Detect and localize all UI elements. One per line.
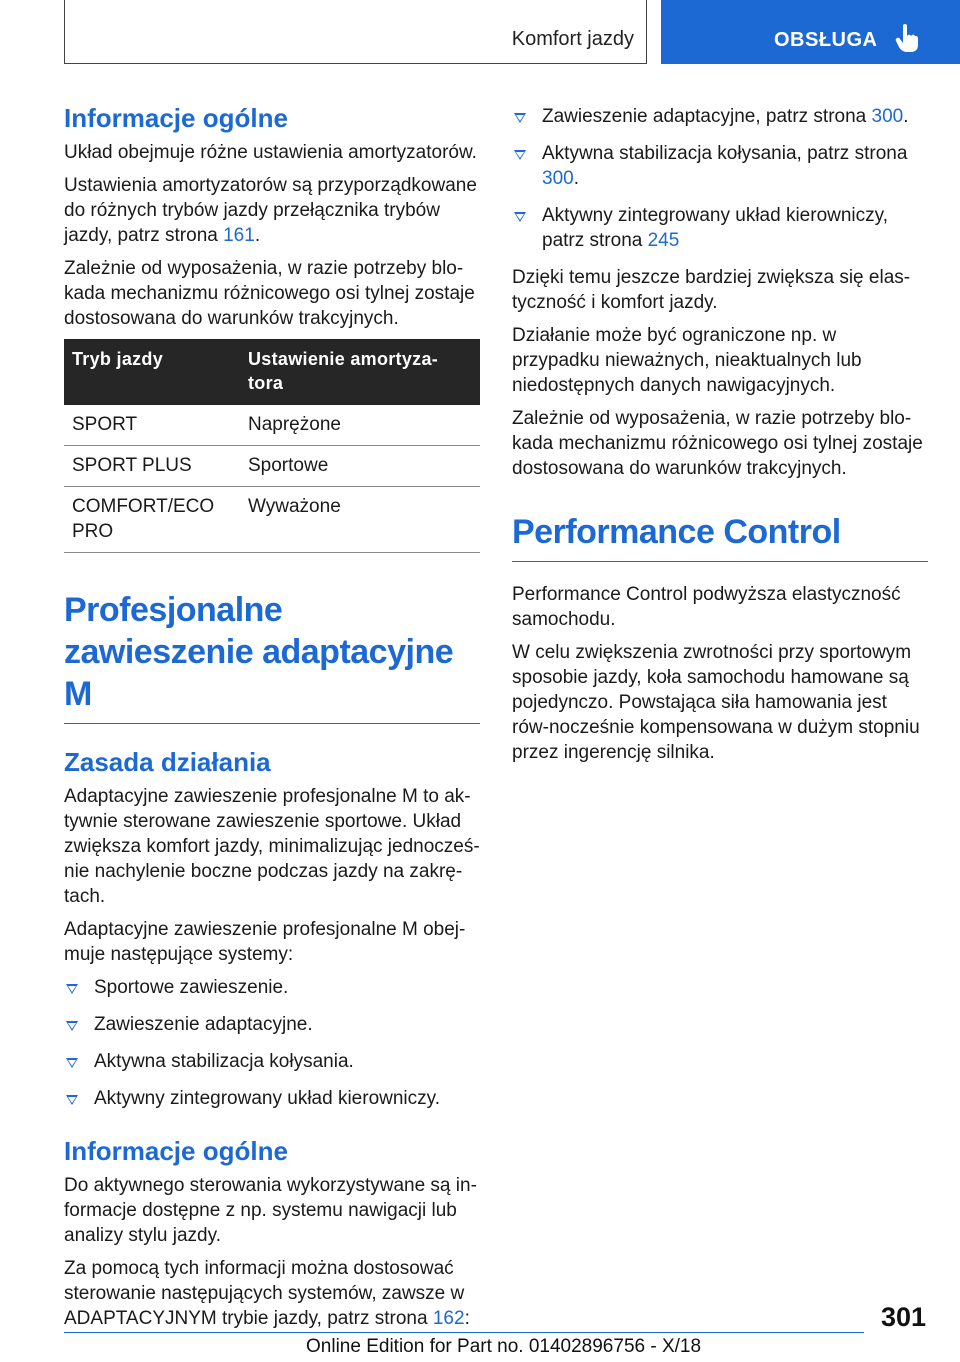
chapter-tab[interactable] <box>661 0 960 64</box>
table-cell-setting: Sportowe <box>240 446 480 487</box>
list-item: Aktywna stabilizacja kołysania. <box>64 1049 480 1074</box>
list-item: Zawieszenie adaptacyjne, patrz strona 300. <box>512 104 928 129</box>
right-column <box>512 100 928 773</box>
table-cell-mode: SPORT PLUS <box>64 446 240 487</box>
list-item: Aktywny zintegrowany układ kierowniczy. <box>64 1086 480 1111</box>
page-link[interactable]: 162 <box>432 1308 465 1329</box>
performance-control-heading: Performance Control <box>512 511 928 562</box>
section-header-box <box>64 0 647 64</box>
paragraph-with-link: Ustawienia amortyzatorów są przyporządkowane do różnych trybów jazdy przełącznika trybów jazdy, patrz strona 161. <box>64 175 477 246</box>
pointing-hand-icon <box>895 23 919 53</box>
list-item: Aktywna stabilizacja kołysania, patrz strona 300. <box>512 141 928 191</box>
triangle-bullet-icon <box>66 1021 78 1031</box>
table-row <box>64 446 480 487</box>
footer-divider <box>64 1332 864 1333</box>
page-number: 301 <box>881 1302 927 1332</box>
page-link[interactable]: 300 <box>542 168 574 189</box>
paragraph: Zależnie od wyposażenia, w razie potrzeby blo-kada mechanizmu różnicowego osi tylnej zostaje dostosowana do warunków trakcyjnych. <box>64 258 475 329</box>
triangle-bullet-icon <box>66 1095 78 1105</box>
paragraph: W celu zwiększenia zwrotności przy sportowym sposobie jazdy, koła samochodu hamowane są pojedynczo. Powstająca siła hamowania jest rów-nocześnie kompensowana w dużym stopniu przez ingerencję silnika. <box>512 642 920 763</box>
list-item: Zawieszenie adaptacyjne. <box>64 1012 480 1037</box>
section-heading: Profesjonalne zawieszenie adaptacyjne M <box>64 589 480 724</box>
list-item: Aktywny zintegrowany układ kierowniczy, patrz strona 245 <box>512 203 928 253</box>
triangle-bullet-icon <box>514 113 526 123</box>
paragraph: Do aktywnego sterowania wykorzystywane są in-formacje dostępne z np. systemu nawigacji lub analizy stylu jazdy. <box>64 1175 477 1246</box>
section-title: Komfort jazdy <box>511 28 634 50</box>
general-info-heading-2: Informacje ogólne <box>64 1136 288 1166</box>
general-info-heading: Informacje ogólne <box>64 103 288 133</box>
triangle-bullet-icon <box>66 1058 78 1068</box>
paragraph-with-link: Za pomocą tych informacji można dostosować sterowanie następujących systemów, zawsze w ADAPTACYJNYM trybie jazdy, patrz strona 162: <box>64 1258 470 1329</box>
table-row <box>64 487 480 553</box>
list-item: Sportowe zawieszenie. <box>64 975 480 1000</box>
triangle-bullet-icon <box>514 212 526 222</box>
linked-systems-list <box>512 104 928 253</box>
page-link[interactable]: 161 <box>223 225 255 246</box>
table-cell-mode: SPORT <box>64 405 240 446</box>
triangle-bullet-icon <box>66 984 78 994</box>
table-cell-setting: Wyważone <box>240 487 480 553</box>
page-link[interactable]: 300 <box>871 106 904 127</box>
page-link[interactable]: 245 <box>647 230 680 251</box>
paragraph: Adaptacyjne zawieszenie profesjonalne M to ak-tywnie sterowane zawieszenie sportowe. Układ zwiększa komfort jazdy, minimalizując jednocześ-nie nachylenie boczne podczas jazdy na zakrę-tach. <box>64 786 480 907</box>
table-cell-setting: Naprężone <box>240 405 480 446</box>
chapter-tab-label: OBSŁUGA <box>774 29 878 51</box>
paragraph: Działanie może być ograniczone np. w przypadku nieważnych, nieaktualnych lub niedostępnych danych nawigacyjnych. <box>512 325 862 396</box>
table-cell-mode: COMFORT/ECO PRO <box>64 487 240 553</box>
principle-heading: Zasada działania <box>64 747 271 777</box>
paragraph: Zależnie od wyposażenia, w razie potrzeby blo-kada mechanizmu różnicowego osi tylnej zostaje dostosowana do warunków trakcyjnych. <box>512 408 923 479</box>
table-header-setting: Ustawienie amortyza-tora <box>240 339 480 405</box>
paragraph: Dzięki temu jeszcze bardziej zwiększa się elas-tyczność i komfort jazdy. <box>512 267 911 313</box>
paragraph: Adaptacyjne zawieszenie profesjonalne M obej-muje następujące systemy: <box>64 919 466 965</box>
table-row <box>64 405 480 446</box>
left-column <box>64 100 480 1339</box>
paragraph: Performance Control podwyższa elastyczność samochodu. <box>512 584 901 630</box>
table-header-row <box>64 339 480 405</box>
damper-settings-table <box>64 339 480 553</box>
triangle-bullet-icon <box>514 150 526 160</box>
table-header-mode: Tryb jazdy <box>64 339 240 405</box>
edition-note: Online Edition for Part no. 01402896756 - X/18 <box>306 1336 702 1357</box>
systems-list <box>64 975 480 1111</box>
paragraph: Układ obejmuje różne ustawienia amortyzatorów. <box>64 142 477 163</box>
page-header <box>0 0 960 66</box>
